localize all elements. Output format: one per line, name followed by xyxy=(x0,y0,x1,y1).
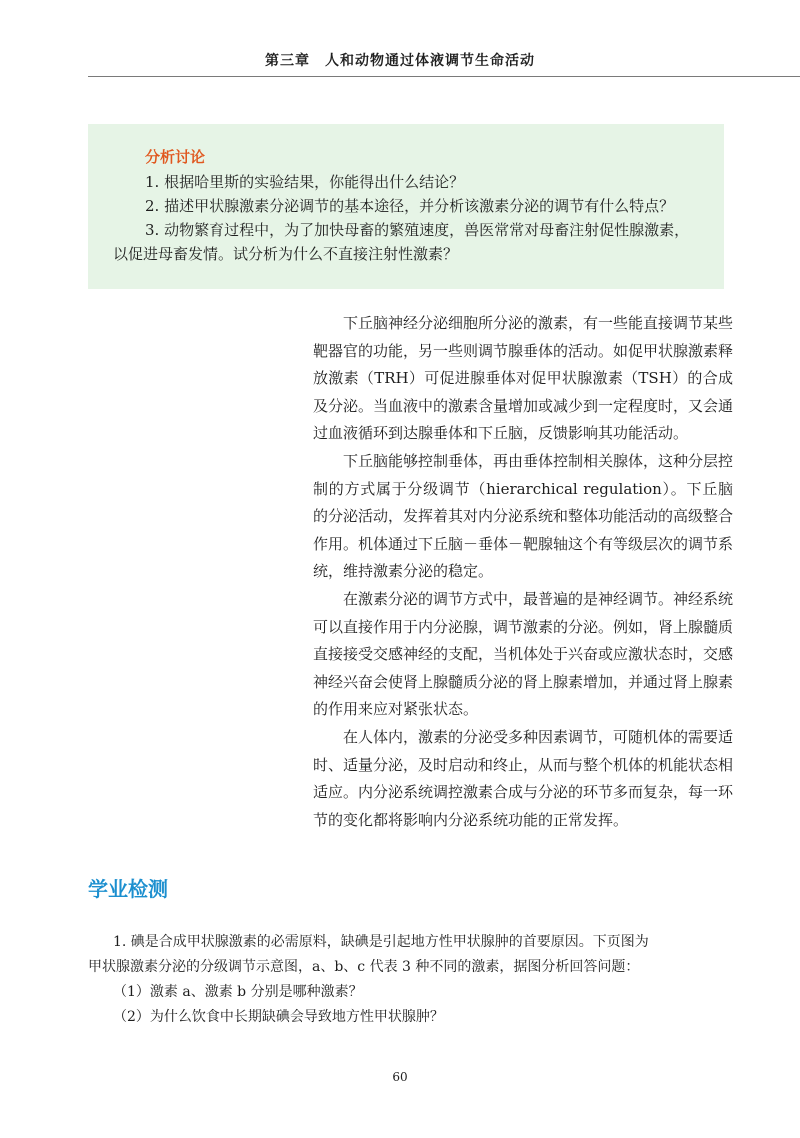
question-line: 1. 碘是合成甲状腺激素的必需原料，缺碘是引起地方性甲状腺肿的首要原因。下页图为 xyxy=(113,934,649,950)
question-line: 甲状腺激素分泌的分级调节示意图，a、b、c 代表 3 种不同的激素，据图分析回答问题： xyxy=(88,959,640,975)
discussion-line: 3. 动物繁育过程中，为了加快母畜的繁殖速度，兽医常常对母畜注射促性腺激素， xyxy=(145,221,690,239)
header-divider xyxy=(88,76,800,77)
main-body-text xyxy=(313,310,733,834)
discussion-line: 1. 根据哈里斯的实验结果，你能得出什么结论？ xyxy=(145,173,465,191)
question-line: （1）激素 a、激素 b 分别是哪种激素？ xyxy=(113,984,363,1000)
body-paragraph: 在人体内，激素的分泌受多种因素调节，可随机体的需要适时、适量分泌，及时启动和终止，从而与整个机体的机能状态相适应。内分泌系统调控激素合成与分泌的环节多而复杂，每一环节的变化都将影响内分泌系统功能的正常发挥。 xyxy=(313,727,734,829)
question-line: （2）为什么饮食中长期缺碘会导致地方性甲状腺肿？ xyxy=(113,1009,444,1025)
discussion-line: 2. 描述甲状腺激素分泌调节的基本途径，并分析该激素分泌的调节有什么特点？ xyxy=(145,197,675,215)
discussion-line: 以促进母畜发情。试分析为什么不直接注射性激素？ xyxy=(113,245,459,263)
chapter-header: 第三章 人和动物通过体液调节生命活动 xyxy=(265,53,535,69)
body-paragraph: 下丘脑神经分泌细胞所分泌的激素，有一些能直接调节某些靶器官的功能，另一些则调节腺垂体的活动。如促甲状腺激素释放激素（TRH）可促进腺垂体对促甲状腺激素（TSH）的合成及分泌。当血液中的激素含量增加或减少到一定程度时，又会通过血液循环到达腺垂体和下丘脑，反馈影响其功能活动。 xyxy=(313,314,734,443)
body-paragraph: 在激素分泌的调节方式中，最普遍的是神经调节。神经系统可以直接作用于内分泌腺，调节激素的分泌。例如，肾上腺髓质直接接受交感神经的支配，当机体处于兴奋或应激状态时，交感神经兴奋会使肾上腺髓质分泌的肾上腺素增加，并通过肾上腺素的作用来应对紧张状态。 xyxy=(313,589,734,719)
body-paragraph: 下丘脑能够控制垂体，再由垂体控制相关腺体，这种分层控制的方式属于分级调节（hierarchical regulation）。下丘脑的分泌活动，发挥着其对内分泌系统和整体功能活动的高级整合作用。机体通过下丘脑－垂体－靶腺轴这个有等级层次的调节系统，维持激素分泌的稳定。 xyxy=(313,451,734,581)
section-title: 学业检测 xyxy=(88,877,168,901)
page-number: 60 xyxy=(392,1070,408,1084)
discussion-title: 分析讨论 xyxy=(145,148,206,166)
